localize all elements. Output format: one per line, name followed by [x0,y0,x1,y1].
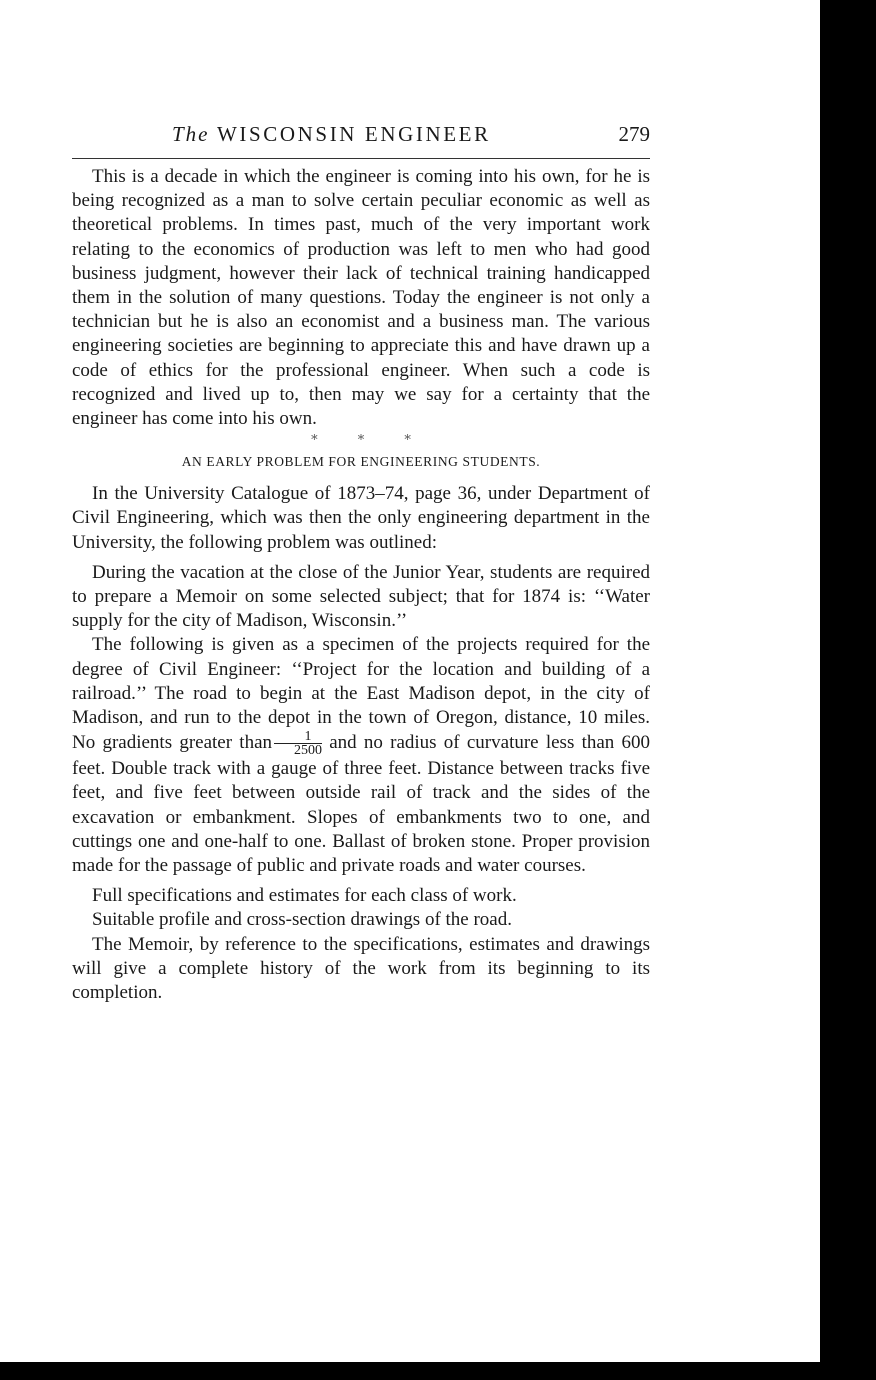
article-paragraph-1: In the University Catalogue of 1873–74, page 36, under Department of Civil Engineering, which was then the only engineering department in the University, the following problem was outlined: [72,483,650,553]
article-paragraph-6: The Memoir, by reference to the specifications, estimates and drawings will give a complete history of the work from its beginning to its completion. [72,933,650,1004]
header-rule [72,158,650,159]
article-paragraph-2: During the vacation at the close of the Junior Year, students are required to prepare a Memoir on some selected subject; that for 1874 is: ‘‘Water supply for the city of Madison, Wisconsin.’’ [72,561,650,632]
gradient-fraction: $\frac{1}{2500}$ [274,730,322,757]
section-separator: * * * [311,433,429,449]
book-page [72,118,650,1005]
editorial-paragraph: This is a decade in which the engineer is coming into his own, for he is being recognized as a man to solve certain peculiar economic as well as theoretical problems. In times past, much of the very important work relating to the economics of production was left to men who had good business judgment, however their lack of technical training handicapped them in the solution of many questions. Today the engineer is not only a technician but he is also an economist and a business man. The various engineering societies are beginning to appreciate this and have drawn up a code of ethics for the professional engineer. When such a code is recognized and lived up to, then may we say for a certainty that the engineer has come into his own. [72,166,650,430]
article-title: AN EARLY PROBLEM FOR ENGINEERING STUDENTS. [181,454,541,470]
article-paragraph-5: Suitable profile and cross-section drawings of the road. [92,909,512,931]
scan-edge-bottom [0,1362,876,1380]
scan-edge-right [820,0,876,1380]
article-paragraph-3: The following is given as a specimen of the projects required for the degree of Civil Engineer: ‘‘Project for the location and building of a railroad.’’ The road to begin at the East Madison depot, in the city of Madison, and run to the depot in the town of Oregon, distance, 10 miles. No gradients greater than $\frac{1}{2500}$ and no radius of curvature less than 600 feet. Double track with a gauge of three feet. Distance between tracks five feet, and five feet between outside rail of track and the sides of the excavation or embankment. Slopes of embankments two to one, and cuttings one and one-half to one. Ballast of broken stone. Proper provision made for the passage of public and private roads and water courses. [72,634,651,877]
running-head [72,118,650,152]
journal-title: The WISCONSIN ENGINEER [172,122,491,146]
article-paragraph-4: Full specifications and estimates for each class of work. [92,885,517,907]
page-number: 279 [618,122,650,146]
